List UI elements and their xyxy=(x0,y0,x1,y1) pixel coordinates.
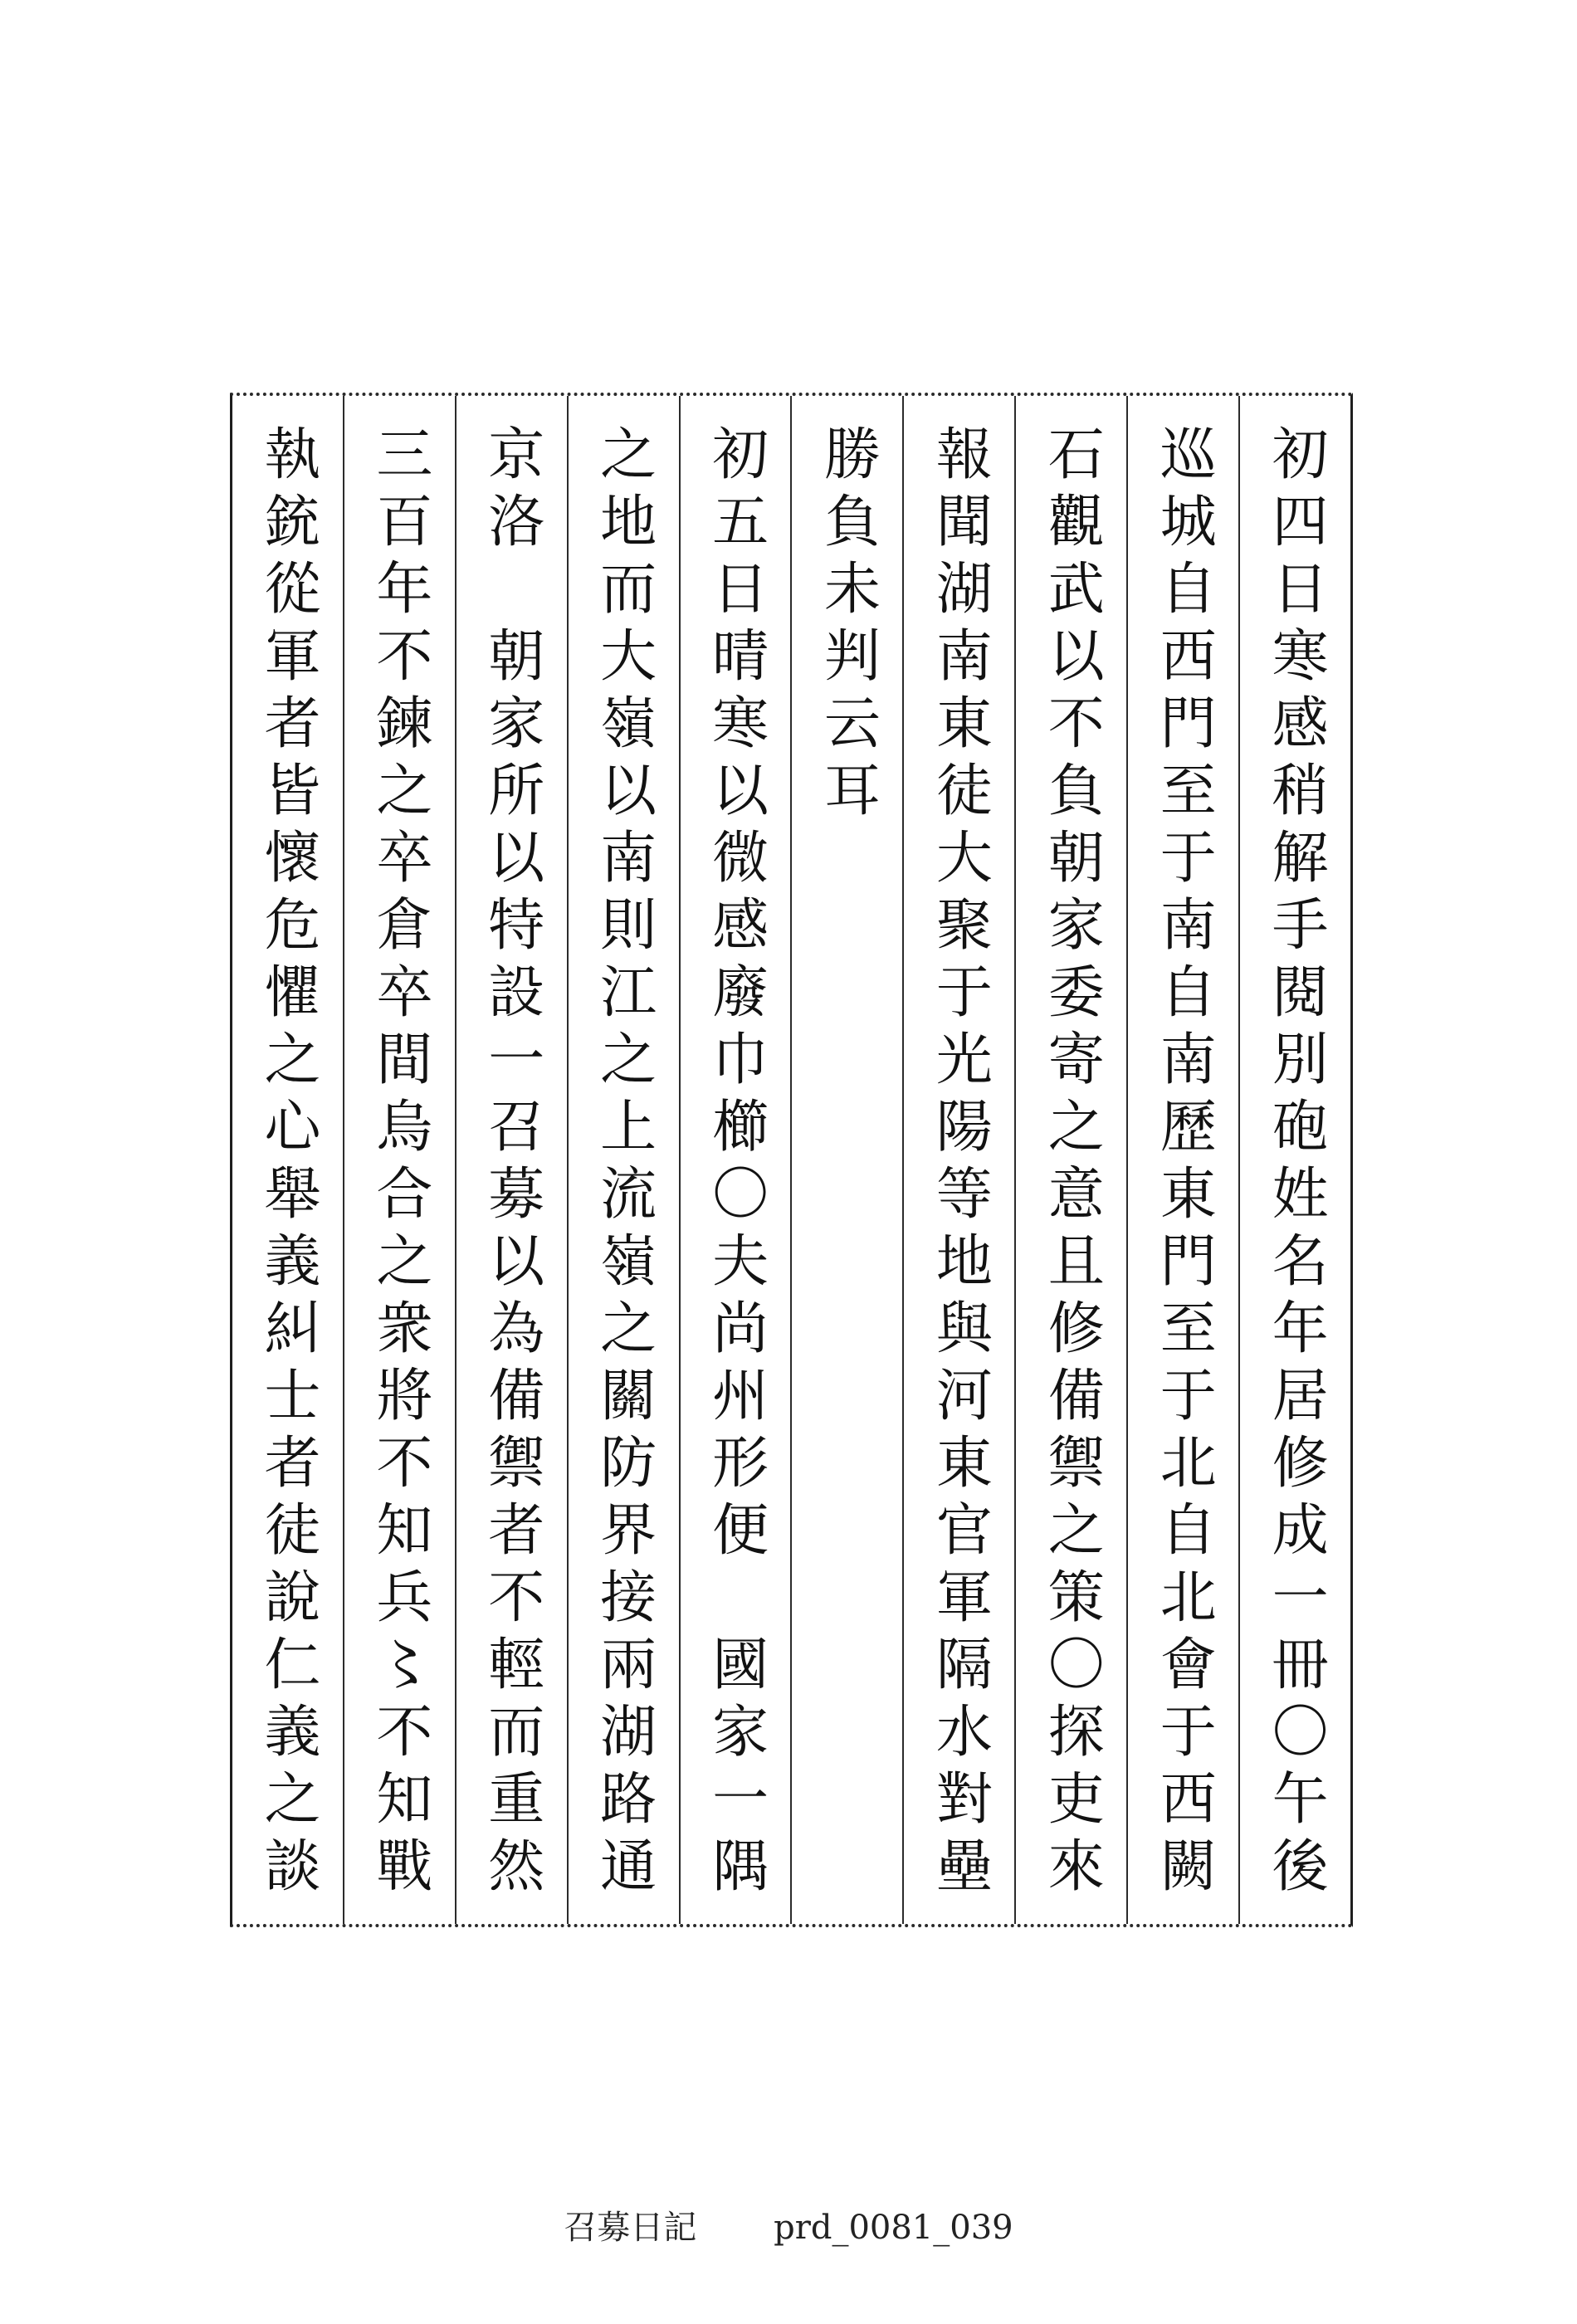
column-text: 報聞湖南東徒大聚于光陽等地與河東官軍隔水對壘 xyxy=(926,424,993,1903)
text-column-6 xyxy=(679,396,791,1924)
column-text: 巡城自西門至于南自南歷東門至于北自北會于西闕 xyxy=(1150,424,1217,1903)
column-text: 石觀武以不負朝家委寄之意且修備禦之策〇探吏來 xyxy=(1038,424,1105,1903)
column-text: 之地而大嶺以南則江之上流嶺之關防界接兩湖路通 xyxy=(590,424,657,1903)
text-column-3 xyxy=(1014,396,1126,1924)
text-column-8 xyxy=(455,396,567,1924)
column-text: 執銃從軍者皆懷危懼之心舉義糾士者徒說仁義之談 xyxy=(254,424,320,1903)
book-title: 召募日記 xyxy=(564,2209,697,2247)
column-text: 三百年不鍊之卒倉卒間烏合之衆將不知兵〻不知戰 xyxy=(366,424,432,1903)
text-column-10 xyxy=(232,396,343,1924)
column-text: 初四日寒感稍解手閱別砲姓名年居修成一冊〇午後 xyxy=(1262,424,1329,1903)
text-column-7 xyxy=(567,396,679,1924)
column-text: 勝負未判云耳 xyxy=(814,424,881,828)
page-identifier: prd_0081_039 xyxy=(774,2209,1013,2247)
column-text: 京洛 朝家所以特設一召募以為備禦者不輕而重然 xyxy=(478,424,544,1903)
text-column-2 xyxy=(1126,396,1238,1924)
column-text: 初五日晴寒以微感廢巾櫛〇夫尚州形便 國家一隅 xyxy=(702,424,769,1903)
text-column-9 xyxy=(343,396,455,1924)
text-column-4 xyxy=(902,396,1014,1924)
page-footer xyxy=(0,2201,1577,2248)
text-column-1 xyxy=(1238,396,1350,1924)
text-block-frame xyxy=(230,393,1353,1927)
text-column-5 xyxy=(790,396,902,1924)
